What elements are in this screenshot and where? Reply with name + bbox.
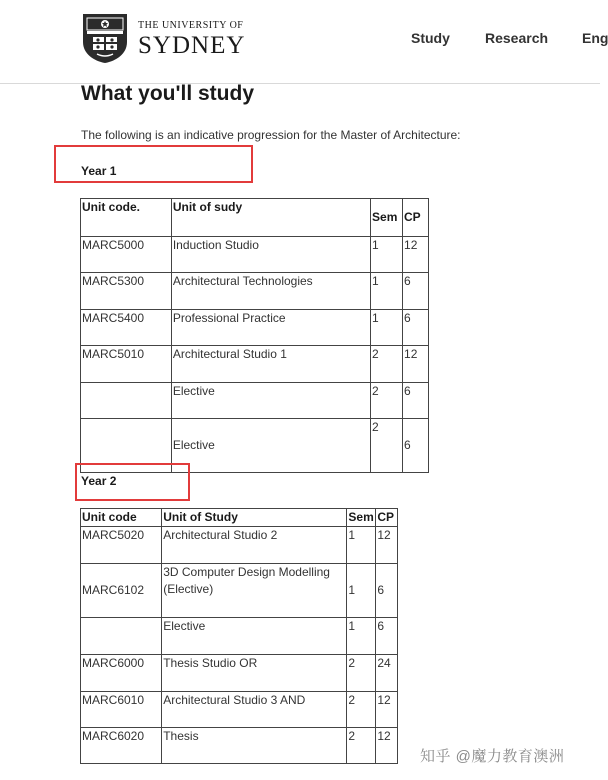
cp-cell: 6	[403, 383, 429, 419]
year-2-heading: Year 2	[81, 474, 117, 488]
intro-text: The following is an indicative progression for the Master of Architecture:	[81, 128, 461, 142]
unit-code-cell: MARC5000	[81, 237, 172, 273]
unit-name-cell: Professional Practice	[171, 310, 370, 346]
cp-cell: 12	[403, 237, 429, 273]
unit-name-cell: Induction Studio	[171, 237, 370, 273]
page-title: What you'll study	[81, 82, 254, 105]
unit-name-cell: Elective	[171, 419, 370, 473]
highlight-box-year-2	[75, 463, 190, 501]
table-header-row	[81, 509, 398, 527]
sem-cell: 1	[371, 310, 403, 346]
table-row	[81, 383, 429, 419]
unit-name-cell: Elective	[171, 383, 370, 419]
table-row	[81, 564, 398, 618]
unit-name-cell: Architectural Studio 3 AND	[162, 692, 347, 728]
table-row	[81, 346, 429, 383]
header-unit-code: Unit code.	[81, 199, 172, 237]
university-logo[interactable]	[81, 12, 245, 64]
logo-top-text: THE UNIVERSITY OF	[138, 19, 244, 31]
cp-cell: 6	[403, 273, 429, 310]
unit-name-cell: Architectural Studio 1	[171, 346, 370, 383]
header-unit-of-study: Unit of Study	[162, 509, 347, 527]
table-row	[81, 618, 398, 655]
nav-research[interactable]: Research	[485, 30, 549, 46]
header-sem: Sem	[371, 199, 403, 237]
unit-code-cell: MARC5400	[81, 310, 172, 346]
year-2-table	[80, 508, 398, 764]
table-row	[81, 310, 429, 346]
cp-cell: 12	[376, 692, 398, 728]
nav-engage[interactable]: Eng	[582, 30, 608, 46]
unit-name-cell: Thesis Studio OR	[162, 655, 347, 692]
header-unit-code: Unit code	[81, 509, 162, 527]
cp-cell: 6	[403, 310, 429, 346]
sem-cell: 1	[371, 273, 403, 310]
site-header	[0, 0, 608, 84]
sem-cell: 2	[371, 419, 403, 473]
table-row	[81, 655, 398, 692]
unit-code-cell: MARC6020	[81, 728, 162, 764]
year-1-heading: Year 1	[81, 164, 117, 178]
unit-code-cell: MARC5010	[81, 346, 172, 383]
unit-code-cell: MARC6010	[81, 692, 162, 728]
sem-cell: 1	[347, 618, 376, 655]
unit-code-cell: MARC5020	[81, 527, 162, 564]
header-cp: CP	[403, 199, 429, 237]
sem-cell: 2	[347, 692, 376, 728]
sem-cell: 1	[371, 237, 403, 273]
unit-code-cell: MARC6000	[81, 655, 162, 692]
logo-main-text: SYDNEY	[138, 31, 246, 59]
header-sem: Sem	[347, 509, 376, 527]
watermark-text: 知乎 @魔力教育澳洲	[420, 748, 565, 765]
cp-cell: 12	[376, 527, 398, 564]
sem-cell: 2	[371, 346, 403, 383]
cp-cell: 24	[376, 655, 398, 692]
unit-code-cell: MARC6102	[81, 564, 162, 618]
table-row	[81, 527, 398, 564]
cp-cell: 6	[376, 564, 398, 618]
nav-study[interactable]: Study	[411, 30, 450, 46]
cp-cell: 6	[403, 419, 429, 473]
unit-name-cell: Architectural Technologies	[171, 273, 370, 310]
header-cp: CP	[376, 509, 398, 527]
highlight-box-year-1	[54, 145, 253, 183]
sem-cell: 2	[371, 383, 403, 419]
crest-icon	[81, 12, 129, 64]
unit-code-cell: MARC5300	[81, 273, 172, 310]
sem-cell: 1	[347, 527, 376, 564]
table-row	[81, 728, 398, 764]
header-unit-of-study: Unit of sudy	[171, 199, 370, 237]
unit-code-cell	[81, 618, 162, 655]
table-row	[81, 237, 429, 273]
unit-code-cell	[81, 383, 172, 419]
unit-name-cell: Thesis	[162, 728, 347, 764]
table-row	[81, 273, 429, 310]
unit-name-cell: 3D Computer Design Modelling (Elective)	[162, 564, 347, 618]
table-row	[81, 692, 398, 728]
unit-name-cell: Architectural Studio 2	[162, 527, 347, 564]
cp-cell: 6	[376, 618, 398, 655]
sem-cell: 1	[347, 564, 376, 618]
sem-cell: 2	[347, 728, 376, 764]
cp-cell: 12	[376, 728, 398, 764]
year-1-table	[80, 198, 429, 473]
sem-cell: 2	[347, 655, 376, 692]
unit-name-cell: Elective	[162, 618, 347, 655]
wordmark	[138, 19, 245, 58]
table-header-row	[81, 199, 429, 237]
cp-cell: 12	[403, 346, 429, 383]
